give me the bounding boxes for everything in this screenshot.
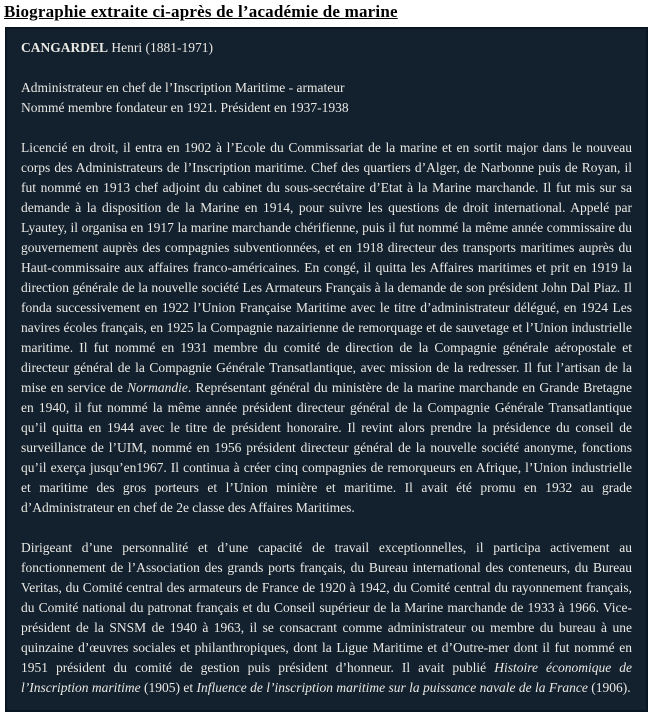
bio-text-run: Normandie — [127, 380, 188, 395]
biography-panel — [5, 27, 648, 712]
bio-text-run: Influence de l’inscription maritime sur la puissance navale de la France — [196, 680, 588, 695]
bio-intro — [21, 78, 632, 118]
bio-paragraph — [21, 538, 632, 698]
bio-name-rest: Henri (1881-1971) — [108, 40, 213, 55]
bio-surname: CANGARDEL — [21, 40, 109, 55]
bio-paragraph — [21, 138, 632, 518]
bio-text-run: (1905) et — [140, 680, 197, 695]
bio-paragraphs — [21, 138, 632, 698]
bio-text-run: Dirigeant d’une personnalité et d’une capacité de travail exceptionnelles, il participa activement au fonctionnement de l’Association des grands ports français, du Bureau international des conteneurs, du Bureau Veritas, du Comité central des armateurs de France de 1920 à 1942, du Comité central du rayonnement français, du Comité national du patronat français et du Conseil supérieur de la Marine marchande de 1933 à 1966. Vice-président de la SNSM de 1940 à 1963, il se consacrant comme administrateur ou membre du bureau à une quinzaine d’œuvres sociales et philanthropiques, dont la Ligue Maritime et d’Outre-mer dont il fut nommé en 1951 président du comité de gestion puis président d’honneur. Il avait publié — [21, 540, 632, 675]
bio-role-line: Administrateur en chef de l’Inscription Maritime - armateur — [21, 80, 345, 95]
bio-name-line — [21, 38, 632, 58]
bio-text-run: Histoire économique de l’Inscription maritime — [21, 660, 632, 695]
bio-text-run: . Représentant général du ministère de la marine marchande en Grande Bretagne en 1940, il fut nommé la même année président directeur général de la Compagnie Générale Transatlantique qu’il quitta en 1944 avec le titre de président honoraire. Il revint alors prendre la présidence du conseil de surveillance de l’UIM, nommé en 1956 président directeur général de la nouvelle société anonyme, fonctions qu’il exerça jusqu’en1967. Il continua à créer cinq compagnies de remorqueurs en Afrique, l’Union industrielle et maritime des gros porteurs et l’Union minière et maritime. Il avait été promu en 1932 au grade d’Administrateur en chef de 2e classe des Affaires Maritimes. — [21, 380, 632, 515]
bio-founder-line: Nommé membre fondateur en 1921. Président en 1937-1938 — [21, 100, 349, 115]
bio-text-run: (1906). — [587, 680, 631, 695]
page-title: Biographie extraite ci-après de l’académie de marine — [4, 2, 398, 21]
document-page — [0, 1, 653, 712]
bio-text-run: Licencié en droit, il entra en 1902 à l’Ecole du Commissariat de la marine et en sortit major dans le nouveau corps des Administrateurs de l’Inscription maritime. Chef des quartiers d’Alger, de Narbonne puis de Royan, il fut nommé en 1913 chef adjoint du cabinet du sous-secrétaire d’Etat à la Marine marchande. Il fut mis sur sa demande à la disposition de la Marine en 1914, pour suivre les questions de droit international. Appelé par Lyautey, il organisa en 1917 la marine marchande chérifienne, puis il fut nommé la même année commissaire du gouvernement auprès des compagnies subventionnées, et en 1918 directeur des transports maritimes auprès du Haut-commissaire aux affaires franco-américaines. En congé, il quitta les Affaires maritimes et prit en 1919 la direction générale de la nouvelle société Les Armateurs Français à la demande de son président John Dal Piaz. Il fonda successivement en 1922 l’Union Française Maritime avec le titre d’administrateur délégué, en 1924 Les navires écoles français, en 1925 la Compagnie nazairienne de remorquage et de sauvetage et l’Union industrielle maritime. Il fut nommé en 1931 membre du comité de direction de la Compagnie générale aéropostale et directeur général de la Compagnie Générale Transatlantique, avec mission de la redresser. Il fut l’artisan de la mise en service de — [21, 140, 632, 395]
